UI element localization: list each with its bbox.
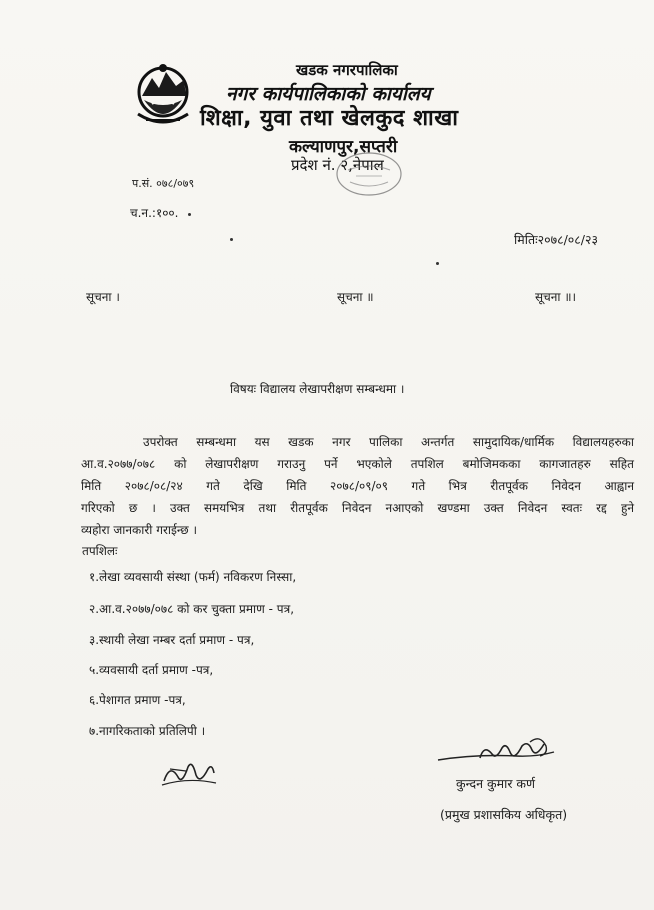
scan-speck <box>188 213 191 216</box>
section-name: शिक्षा, युवा तथा खेलकुद शाखा <box>200 106 459 131</box>
scan-speck <box>436 262 439 265</box>
nepal-emblem-icon <box>132 56 194 134</box>
body-line-1: उपरोक्त सम्बन्धमा यस खडक नगर पालिका अन्तर्गत सामुदायिक/धार्मिक विद्यालयहरुका <box>143 435 634 449</box>
body-line-3: मिति २०७८/०८/२४ गते देखि मिति २०७८/०९/०९ गते भित्र रीतपूर्वक निवेदन आह्वान <box>81 479 634 493</box>
office-stamp-icon <box>334 150 404 198</box>
province-name: प्रदेश नं. २,नेपाल <box>291 156 384 174</box>
notice-label-2: सूचना ॥ <box>337 290 374 304</box>
scan-speck <box>230 238 233 241</box>
details-item-6: ७.नागरिकताको प्रतिलिपी । <box>89 724 206 738</box>
letter-body <box>81 431 634 541</box>
details-label: तपशिलः <box>82 544 118 558</box>
details-item-2: २.आ.व.२०७७/०७८ को कर चुक्ता प्रमाण - पत्र, <box>89 602 295 616</box>
details-item-1: १.लेखा व्यवसायी संस्था (फर्म) नविकरण निस्सा, <box>89 570 297 584</box>
letter-date: मितिः२०७८/०८/२३ <box>514 232 599 247</box>
initials-icon <box>160 755 218 789</box>
dispatch-number: च.न.:१००. <box>130 206 179 220</box>
body-line-2: आ.व.२०७७/०७८ को लेखापरीक्षण गराउनु पर्ने भएकोले तपशिल बमोजिमकका कागजातहरु सहित <box>81 457 634 471</box>
notice-label-1: सूचना । <box>86 290 120 304</box>
signatory-name: कुन्दन कुमार कर्ण <box>456 776 536 791</box>
details-item-3: ३.स्थायी लेखा नम्बर दर्ता प्रमाण - पत्र, <box>89 633 255 647</box>
signature-icon <box>436 736 556 772</box>
office-name: नगर कार्यपालिकाको कार्यालय <box>226 83 431 105</box>
office-location: कल्याणपुर,सप्तरी <box>289 137 398 157</box>
body-line-5: व्यहोरा जानकारी गराईन्छ । <box>81 523 198 537</box>
details-item-5: ६.पेशागत प्रमाण -पत्र, <box>89 693 186 707</box>
signatory-title: (प्रमुख प्रशासकिय अधिकृत) <box>440 807 568 822</box>
notice-label-3: सूचना ॥। <box>535 290 577 304</box>
letter-subject: विषयः विद्यालय लेखापरीक्षण सम्बन्धमा । <box>230 382 405 396</box>
reference-number: प.सं. ०७८/०७९ <box>132 177 195 190</box>
municipality-name: खडक नगरपालिका <box>296 61 398 79</box>
body-line-4: गरिएको छ । उक्त समयभित्र तथा रीतपूर्वक निवेदन नआएको खण्डमा उक्त निवेदन स्वतः रद्द हुने <box>81 501 634 515</box>
details-item-4: ५.व्यवसायी दर्ता प्रमाण -पत्र, <box>89 663 214 677</box>
